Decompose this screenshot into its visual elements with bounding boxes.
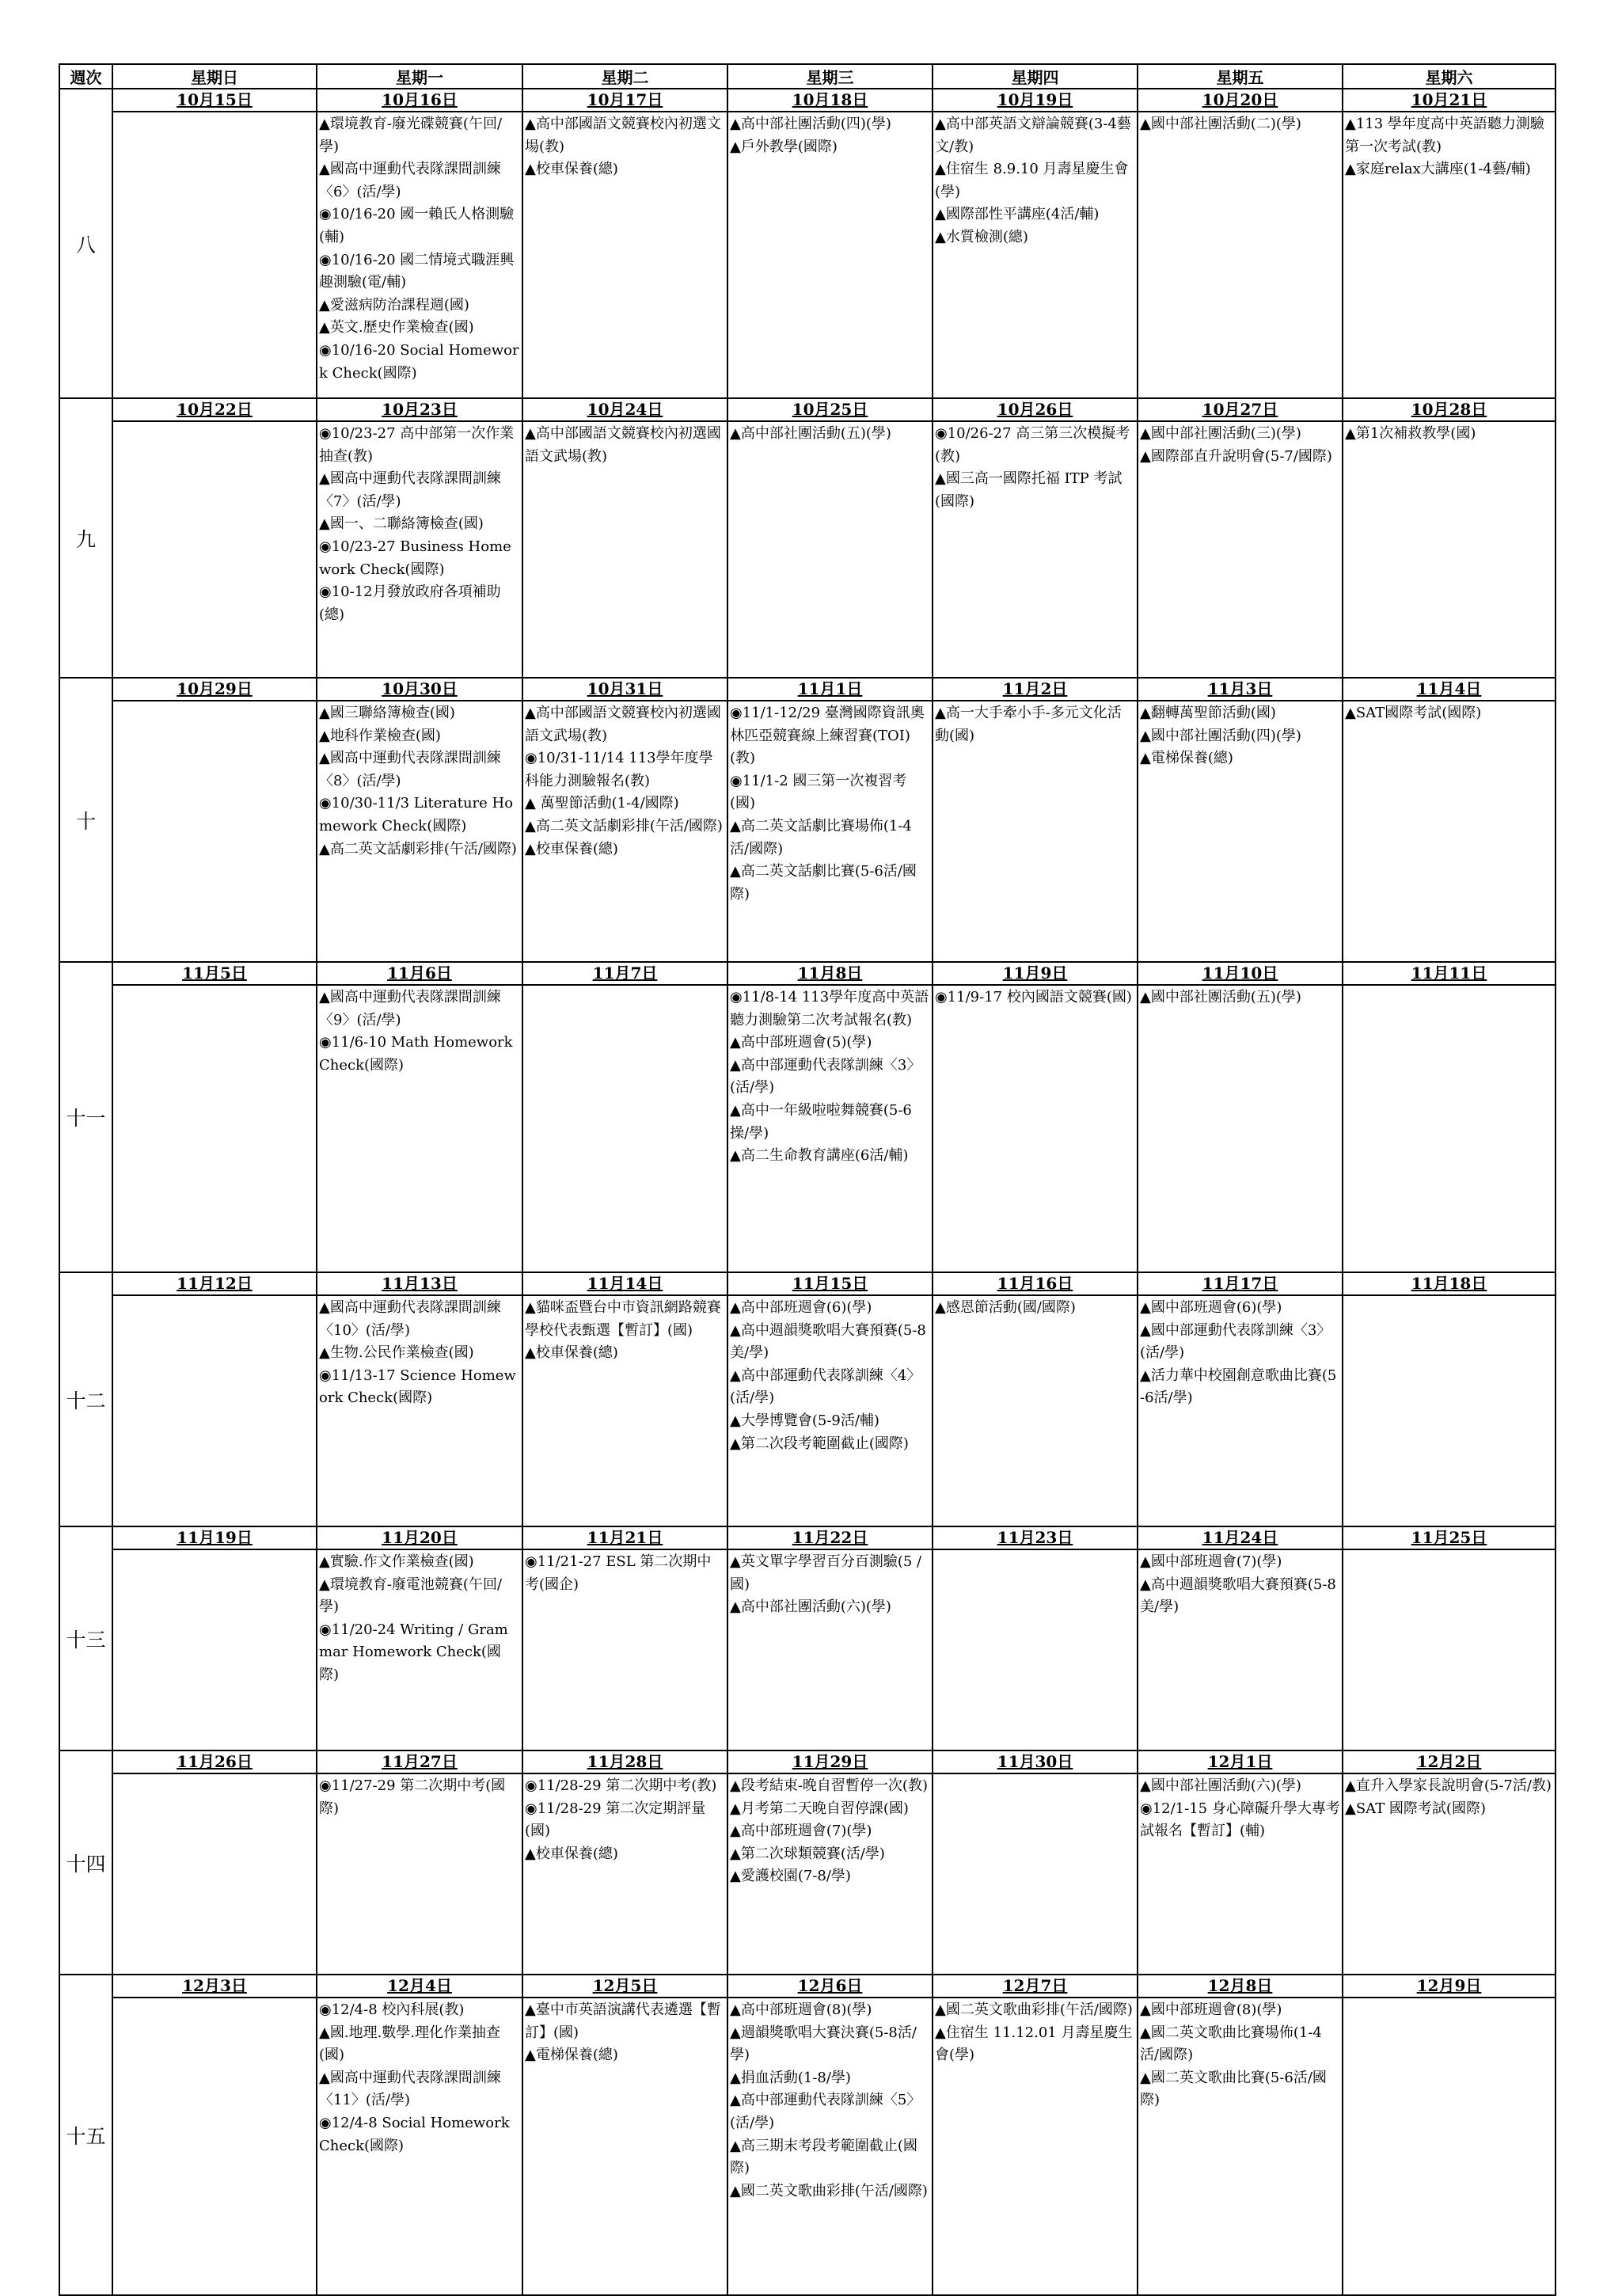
day-events-tuesday: [522, 1998, 727, 2295]
date-wednesday: 11月8日: [727, 962, 933, 985]
event-item: ◉10/16-20 Social Homework Check(國際): [319, 341, 519, 382]
event-item: ▲住宿生 11.12.01 月壽星慶生會(學): [935, 2024, 1133, 2064]
event-item: ▲實驗.作文作業檢查(國): [319, 1553, 474, 1570]
date-tuesday: 11月14日: [522, 1272, 727, 1295]
event-item: ▲愛滋病防治課程週(國): [319, 296, 469, 314]
date-wednesday: 11月22日: [727, 1526, 933, 1549]
event-item: ▲高中週韻獎歌唱大賽預賽(5-8美/學): [730, 1321, 926, 1362]
events-row: [59, 112, 1556, 398]
event-item: ▲英文.歷史作業檢查(國): [319, 319, 474, 336]
day-events-thursday: [933, 112, 1138, 398]
date-row: [59, 678, 1556, 701]
day-events-friday: [1138, 421, 1343, 678]
event-item: ▲高中部運動代表隊訓練〈3〉(活/學): [730, 1056, 921, 1097]
header-thursday: 星期四: [933, 64, 1138, 89]
event-item: ◉11/28-29 第二次定期評量(國): [525, 1800, 706, 1840]
date-thursday: 12月7日: [933, 1975, 1138, 1998]
date-thursday: 11月30日: [933, 1751, 1138, 1773]
date-monday: 11月13日: [317, 1272, 522, 1295]
day-events-monday: [317, 701, 522, 962]
event-item: ▲高二英文話劇比賽場佈(1-4活/國際): [730, 817, 912, 857]
date-monday: 12月4日: [317, 1975, 522, 1998]
week-number: 九: [59, 398, 112, 678]
day-events-sunday: [112, 112, 317, 398]
day-events-thursday: [933, 421, 1138, 678]
event-item: ▲家庭relax大講座(1-4藝/輔): [1345, 161, 1531, 178]
day-events-friday: [1138, 1998, 1343, 2295]
event-item: ▲住宿生 8.9.10 月壽星慶生會(學): [935, 161, 1129, 200]
date-friday: 11月24日: [1138, 1526, 1343, 1549]
date-tuesday: 11月21日: [522, 1526, 727, 1549]
day-events-wednesday: [727, 112, 933, 398]
events-row: [59, 421, 1556, 678]
day-events-monday: [317, 112, 522, 398]
event-item: ◉12/1-15 身心障礙升學大專考試報名【暫訂】(輔): [1140, 1800, 1340, 1840]
day-events-monday: [317, 1295, 522, 1526]
date-row: [59, 1975, 1556, 1998]
event-item: ▲校車保養(總): [525, 1845, 618, 1862]
date-monday: 10月16日: [317, 89, 522, 112]
event-item: ▲國一、二聯絡簿檢查(國): [319, 515, 484, 533]
date-thursday: 11月16日: [933, 1272, 1138, 1295]
day-events-saturday: [1343, 985, 1556, 1272]
event-item: ◉10/16-20 國二情境式職涯興趣測驗(電/輔): [319, 251, 515, 291]
event-item: ▲國中部社團活動(五)(學): [1140, 989, 1301, 1005]
event-item: ▲高中部班週會(7)(學): [730, 1823, 872, 1840]
date-saturday: 10月28日: [1343, 398, 1556, 421]
event-item: ▲國中部運動代表隊訓練〈3〉(活/學): [1140, 1321, 1331, 1362]
event-item: ▲活力華中校園創意歌曲比賽(5-6活/學): [1140, 1367, 1337, 1407]
day-events-sunday: [112, 1295, 317, 1526]
event-item: ▲國.地理.數學.理化作業抽查(國): [319, 2024, 501, 2064]
date-sunday: 11月5日: [112, 962, 317, 985]
event-item: ▲生物.公民作業檢查(國): [319, 1344, 474, 1362]
event-item: ▲國際部性平講座(4活/輔): [935, 206, 1100, 223]
event-item: ▲高一大手牽小手-多元文化活動(國): [935, 705, 1122, 744]
header-row: [59, 64, 1556, 89]
event-item: ▲國中部社團活動(三)(學): [1140, 425, 1301, 442]
day-events-thursday: [933, 1549, 1138, 1751]
date-row: [59, 89, 1556, 112]
day-events-tuesday: [522, 701, 727, 962]
date-thursday: 11月23日: [933, 1526, 1138, 1549]
day-events-monday: [317, 421, 522, 678]
week-number: 八: [59, 89, 112, 398]
day-events-friday: [1138, 112, 1343, 398]
day-events-saturday: [1343, 1773, 1556, 1975]
event-item: ◉11/1-2 國三第一次複習考(國): [730, 772, 907, 812]
date-tuesday: 10月17日: [522, 89, 727, 112]
event-item: ▲國中部班週會(8)(學): [1140, 2001, 1282, 2018]
date-thursday: 10月26日: [933, 398, 1138, 421]
event-item: ▲電梯保養(總): [1140, 750, 1233, 767]
event-item: ▲高中部運動代表隊訓練〈4〉(活/學): [730, 1367, 921, 1407]
date-wednesday: 11月15日: [727, 1272, 933, 1295]
event-item: ▲戶外教學(國際): [730, 138, 838, 155]
week-number: 十五: [59, 1975, 112, 2295]
event-item: ▲國中部社團活動(四)(學): [1140, 727, 1301, 744]
event-item: ◉10/31-11/14 113學年度學科能力測驗報名(教): [525, 750, 713, 789]
event-item: ▲高中部班週會(5)(學): [730, 1034, 872, 1051]
date-saturday: 11月4日: [1343, 678, 1556, 701]
date-friday: 10月20日: [1138, 89, 1343, 112]
event-item: ◉10-12月發放政府各項補助(總): [319, 584, 501, 623]
event-item: ▲國二英文歌曲彩排(午活/國際): [935, 2001, 1133, 2018]
day-events-saturday: [1343, 112, 1556, 398]
date-thursday: 11月9日: [933, 962, 1138, 985]
day-events-friday: [1138, 1295, 1343, 1526]
event-item: ▲高中一年級啦啦舞競賽(5-6操/學): [730, 1101, 912, 1142]
date-row: [59, 1272, 1556, 1295]
event-item: ▲113 學年度高中英語聽力測驗第一次考試(教): [1345, 116, 1544, 155]
event-item: ▲英文單字學習百分百測驗(5 /國): [730, 1553, 922, 1593]
event-item: ◉12/4-8 Social Homework Check(國際): [319, 2114, 510, 2154]
header-week: 週次: [59, 64, 112, 89]
event-item: ◉11/13-17 Science Homework Check(國際): [319, 1367, 516, 1407]
day-events-saturday: [1343, 701, 1556, 962]
date-row: [59, 398, 1556, 421]
event-item: ◉10/30-11/3 Literature Homework Check(國際): [319, 795, 514, 834]
date-wednesday: 12月6日: [727, 1975, 933, 1998]
calendar-table: [59, 63, 1556, 2296]
event-item: ▲高中部社團活動(五)(學): [730, 425, 891, 442]
event-item: ▲直升入學家長說明會(5-7活/教): [1345, 1777, 1552, 1794]
event-item: ▲水質檢測(總): [935, 228, 1028, 245]
day-events-saturday: [1343, 421, 1556, 678]
event-item: ▲高中部班週會(8)(學): [730, 2001, 872, 2018]
event-item: ◉11/6-10 Math Homework Check(國際): [319, 1034, 513, 1074]
day-events-monday: [317, 985, 522, 1272]
events-row: [59, 1773, 1556, 1975]
day-events-saturday: [1343, 1549, 1556, 1751]
day-events-saturday: [1343, 1998, 1556, 2295]
day-events-wednesday: [727, 985, 933, 1272]
event-item: ▲高三期末考段考範圍截止(國際): [730, 2137, 917, 2177]
date-monday: 10月30日: [317, 678, 522, 701]
event-item: ▲國二英文歌曲比賽(5-6活/國際): [1140, 2069, 1327, 2109]
event-item: ▲高中週韻獎歌唱大賽預賽(5-8美/學): [1140, 1576, 1336, 1616]
date-row: [59, 1751, 1556, 1773]
week-number: 十: [59, 678, 112, 962]
date-saturday: 12月2日: [1343, 1751, 1556, 1773]
week-number: 十二: [59, 1272, 112, 1526]
event-item: ▲高中部英語文辯論競賽(3-4藝文/教): [935, 116, 1131, 155]
event-item: ▲國三高一國際托福 ITP 考試(國際): [935, 470, 1122, 510]
event-item: ▲捐血活動(1-8/學): [730, 2069, 851, 2086]
event-item: ◉11/9-17 校內國語文競賽(國): [935, 989, 1132, 1005]
events-row: [59, 985, 1556, 1272]
day-events-friday: [1138, 985, 1343, 1272]
date-friday: 12月8日: [1138, 1975, 1343, 1998]
event-item: ▲高中部運動代表隊訓練〈5〉(活/學): [730, 2092, 921, 2131]
date-monday: 11月6日: [317, 962, 522, 985]
date-sunday: 11月12日: [112, 1272, 317, 1295]
event-item: ▲國高中運動代表隊課間訓練〈9〉(活/學): [319, 989, 501, 1028]
header-monday: 星期一: [317, 64, 522, 89]
event-item: ▲愛護校園(7-8/學): [730, 1868, 851, 1885]
day-events-thursday: [933, 701, 1138, 962]
event-item: ▲高中部國語文競賽校內初選國語文武場(教): [525, 705, 721, 744]
event-item: ▲感恩節活動(國/國際): [935, 1299, 1076, 1316]
week-number: 十一: [59, 962, 112, 1272]
day-events-tuesday: [522, 1773, 727, 1975]
day-events-wednesday: [727, 1998, 933, 2295]
event-item: ▲SAT國際考試(國際): [1345, 705, 1482, 721]
event-item: ▲段考結束-晚自習暫停一次(教): [730, 1777, 928, 1794]
event-item: ◉12/4-8 校內科展(教): [319, 2001, 465, 2018]
event-item: ▲貓咪盃暨台中市資訊網路競賽學校代表甄選【暫訂】(國): [525, 1299, 721, 1339]
event-item: ▲國高中運動代表隊課間訓練〈6〉(活/學): [319, 161, 501, 200]
event-item: ▲電梯保養(總): [525, 2047, 618, 2064]
event-item: ▲週韻獎歌唱大賽決賽(5-8活/學): [730, 2024, 917, 2064]
events-row: [59, 1998, 1556, 2295]
event-item: ▲校車保養(總): [525, 840, 618, 857]
date-saturday: 12月9日: [1343, 1975, 1556, 1998]
event-item: ▲臺中市英語演講代表遴選【暫訂】(國): [525, 2001, 721, 2041]
date-monday: 10月23日: [317, 398, 522, 421]
day-events-sunday: [112, 1773, 317, 1975]
date-sunday: 12月3日: [112, 1975, 317, 1998]
date-tuesday: 12月5日: [522, 1975, 727, 1998]
event-item: ▲高二英文話劇彩排(午活/國際): [525, 817, 723, 834]
event-item: ▲國二英文歌曲比賽場佈(1-4活/國際): [1140, 2024, 1322, 2064]
event-item: ◉10/26-27 高三第三次模擬考(教): [935, 425, 1130, 465]
event-item: ▲ 萬聖節活動(1-4/國際): [525, 795, 679, 812]
date-thursday: 11月2日: [933, 678, 1138, 701]
date-saturday: 10月21日: [1343, 89, 1556, 112]
date-sunday: 11月19日: [112, 1526, 317, 1549]
date-saturday: 11月11日: [1343, 962, 1556, 985]
date-saturday: 11月25日: [1343, 1526, 1556, 1549]
event-item: ▲高中部班週會(6)(學): [730, 1299, 872, 1316]
date-monday: 11月27日: [317, 1751, 522, 1773]
date-wednesday: 11月1日: [727, 678, 933, 701]
events-row: [59, 1549, 1556, 1751]
date-row: [59, 1526, 1556, 1549]
date-sunday: 10月15日: [112, 89, 317, 112]
event-item: ▲第二次球類競賽(活/學): [730, 1845, 885, 1862]
day-events-monday: [317, 1773, 522, 1975]
day-events-wednesday: [727, 1295, 933, 1526]
day-events-sunday: [112, 985, 317, 1272]
header-tuesday: 星期二: [522, 64, 727, 89]
date-row: [59, 962, 1556, 985]
event-item: ▲國中部班週會(7)(學): [1140, 1553, 1282, 1570]
event-item: ▲高中部國語文競賽校內初選文場(教): [525, 116, 721, 155]
day-events-wednesday: [727, 1773, 933, 1975]
day-events-monday: [317, 1998, 522, 2295]
date-friday: 11月17日: [1138, 1272, 1343, 1295]
event-item: ▲校車保養(總): [525, 1344, 618, 1362]
day-events-wednesday: [727, 1549, 933, 1751]
event-item: ▲國高中運動代表隊課間訓練〈11〉(活/學): [319, 2069, 501, 2109]
date-sunday: 10月29日: [112, 678, 317, 701]
date-wednesday: 11月29日: [727, 1751, 933, 1773]
event-item: ◉11/20-24 Writing / Grammar Homework Check(國際): [319, 1621, 508, 1683]
date-tuesday: 11月7日: [522, 962, 727, 985]
events-row: [59, 1295, 1556, 1526]
events-row: [59, 701, 1556, 962]
day-events-sunday: [112, 1998, 317, 2295]
date-friday: 12月1日: [1138, 1751, 1343, 1773]
event-item: ▲國三聯絡簿檢查(國): [319, 705, 455, 721]
event-item: ▲高二生命教育講座(6活/輔): [730, 1147, 909, 1165]
day-events-wednesday: [727, 701, 933, 962]
event-item: ▲第二次段考範圍截止(國際): [730, 1435, 909, 1452]
event-item: ▲高中部國語文競賽校內初選國語文武場(教): [525, 425, 721, 465]
header-sunday: 星期日: [112, 64, 317, 89]
day-events-thursday: [933, 1295, 1138, 1526]
event-item: ▲高二英文話劇彩排(午活/國際): [319, 840, 517, 857]
event-item: ▲高二英文話劇比賽(5-6活/國際): [730, 863, 917, 903]
day-events-tuesday: [522, 112, 727, 398]
day-events-thursday: [933, 1773, 1138, 1975]
day-events-sunday: [112, 701, 317, 962]
event-item: ▲國二英文歌曲彩排(午活/國際): [730, 2182, 928, 2199]
event-item: ▲高中部社團活動(四)(學): [730, 116, 891, 132]
event-item: ◉11/28-29 第二次期中考(教): [525, 1777, 717, 1794]
day-events-tuesday: [522, 1549, 727, 1751]
day-events-tuesday: [522, 1295, 727, 1526]
event-item: ▲環境教育-廢電池競賽(午回/學): [319, 1576, 503, 1616]
event-item: ▲SAT 國際考試(國際): [1345, 1800, 1486, 1817]
event-item: ◉11/27-29 第二次期中考(國際): [319, 1777, 506, 1817]
day-events-tuesday: [522, 985, 727, 1272]
event-item: ▲第1次補救教學(國): [1345, 425, 1476, 442]
event-item: ▲國中部社團活動(六)(學): [1140, 1777, 1301, 1794]
date-sunday: 11月26日: [112, 1751, 317, 1773]
date-saturday: 11月18日: [1343, 1272, 1556, 1295]
date-friday: 11月10日: [1138, 962, 1343, 985]
day-events-thursday: [933, 1998, 1138, 2295]
event-item: ◉11/8-14 113學年度高中英語聽力測驗第二次考試報名(教): [730, 989, 929, 1028]
event-item: ◉11/1-12/29 臺灣國際資訊奧林匹亞競賽線上練習賽(TOI)(教): [730, 705, 925, 767]
event-item: ▲月考第二天晚自習停課(國): [730, 1800, 909, 1817]
header-wednesday: 星期三: [727, 64, 933, 89]
event-item: ◉10/23-27 高中部第一次作業抽查(教): [319, 425, 515, 465]
event-item: ◉10/23-27 Business Homework Check(國際): [319, 538, 511, 578]
event-item: ▲國際部直升說明會(5-7/國際): [1140, 447, 1332, 465]
event-item: ▲環境教育-廢光碟競賽(午回/學): [319, 116, 503, 155]
day-events-thursday: [933, 985, 1138, 1272]
date-tuesday: 11月28日: [522, 1751, 727, 1773]
event-item: ▲地科作業檢查(國): [319, 727, 441, 744]
event-item: ▲國高中運動代表隊課間訓練〈8〉(活/學): [319, 750, 501, 789]
event-item: ▲國高中運動代表隊課間訓練〈10〉(活/學): [319, 1299, 501, 1339]
event-item: ▲大學博覽會(5-9活/輔): [730, 1412, 879, 1429]
week-number: 十四: [59, 1751, 112, 1975]
date-wednesday: 10月25日: [727, 398, 933, 421]
date-friday: 11月3日: [1138, 678, 1343, 701]
event-item: ▲國高中運動代表隊課間訓練〈7〉(活/學): [319, 470, 501, 510]
day-events-friday: [1138, 1549, 1343, 1751]
date-monday: 11月20日: [317, 1526, 522, 1549]
event-item: ▲國中部班週會(6)(學): [1140, 1299, 1282, 1316]
day-events-sunday: [112, 1549, 317, 1751]
header-saturday: 星期六: [1343, 64, 1556, 89]
week-number: 十三: [59, 1526, 112, 1751]
day-events-friday: [1138, 701, 1343, 962]
event-item: ▲校車保養(總): [525, 161, 618, 178]
date-wednesday: 10月18日: [727, 89, 933, 112]
event-item: ▲翻轉萬聖節活動(國): [1140, 705, 1276, 721]
date-sunday: 10月22日: [112, 398, 317, 421]
event-item: ◉11/21-27 ESL 第二次期中考(國企): [525, 1553, 712, 1593]
day-events-friday: [1138, 1773, 1343, 1975]
date-friday: 10月27日: [1138, 398, 1343, 421]
event-item: ▲國中部社團活動(二)(學): [1140, 116, 1301, 132]
date-tuesday: 10月31日: [522, 678, 727, 701]
day-events-tuesday: [522, 421, 727, 678]
day-events-wednesday: [727, 421, 933, 678]
day-events-saturday: [1343, 1295, 1556, 1526]
day-events-monday: [317, 1549, 522, 1751]
event-item: ▲高中部社團活動(六)(學): [730, 1598, 891, 1616]
event-item: ◉10/16-20 國一賴氏人格測驗(輔): [319, 206, 515, 245]
day-events-sunday: [112, 421, 317, 678]
header-friday: 星期五: [1138, 64, 1343, 89]
date-tuesday: 10月24日: [522, 398, 727, 421]
date-thursday: 10月19日: [933, 89, 1138, 112]
